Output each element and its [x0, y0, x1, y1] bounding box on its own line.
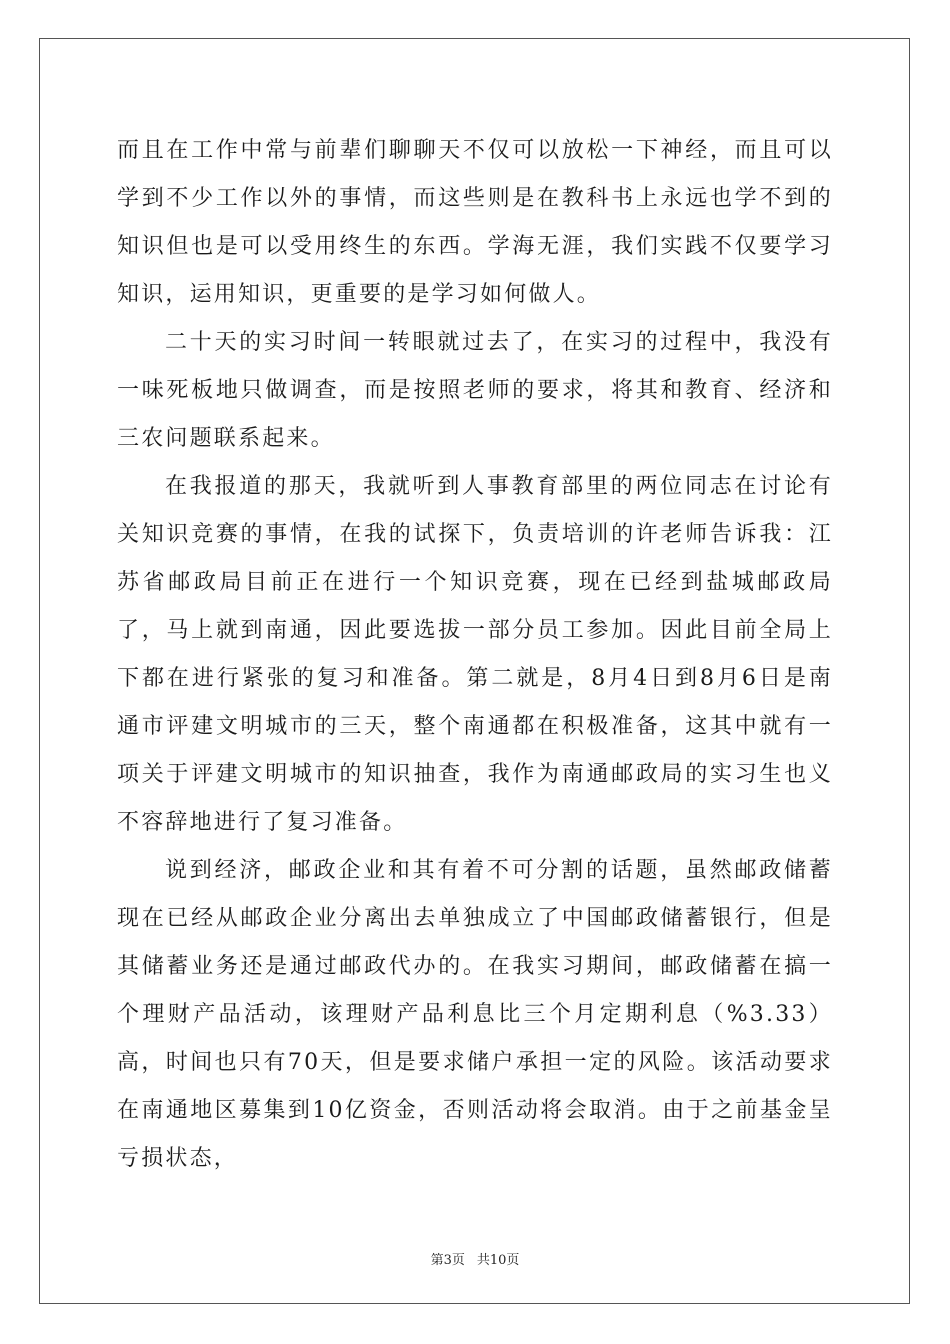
page-number: 第3页 [430, 1253, 465, 1268]
paragraph-4: 说到经济，邮政企业和其有着不可分割的话题，虽然邮政储蓄现在已经从邮政企业分离出去单独成立了中国邮政储蓄银行，但是其储蓄业务还是通过邮政代办的。在我实习期间，邮政储蓄在搞一个理财产品活动，该理财产品利息比三个月定期利息（%3.33）高，时间也只有70天，但是要求储户承担一定的风险。该活动要求在南通地区募集到10亿资金，否则活动将会取消。由于之前基金呈亏损状态， [117, 858, 833, 1171]
paragraph-3: 在我报道的那天，我就听到人事教育部里的两位同志在讨论有关知识竞赛的事情，在我的试探下，负责培训的许老师告诉我：江苏省邮政局目前正在进行一个知识竞赛，现在已经到盐城邮政局了，马上就到南通，因此要选拔一部分员工参加。因此目前全局上下都在进行紧张的复习和准备。第二就是，8月4日到8月6日是南通市评建文明城市的三天，整个南通都在积极准备，这其中就有一项关于评建文明城市的知识抽查，我作为南通邮政局的实习生也义不容辞地进行了复习准备。 [117, 474, 833, 835]
paragraph-2: 二十天的实习时间一转眼就过去了，在实习的过程中，我没有一味死板地只做调查，而是按照老师的要求，将其和教育、经济和三农问题联系起来。 [117, 330, 833, 451]
page-total: 共10页 [476, 1253, 520, 1268]
document-body [117, 127, 833, 1183]
page-footer [0, 1249, 950, 1268]
paragraph-1: 而且在工作中常与前辈们聊聊天不仅可以放松一下神经，而且可以学到不少工作以外的事情，而这些则是在教科书上永远也学不到的知识但也是可以受用终生的东西。学海无涯，我们实践不仅要学习知识，运用知识，更重要的是学习如何做人。 [117, 138, 833, 307]
